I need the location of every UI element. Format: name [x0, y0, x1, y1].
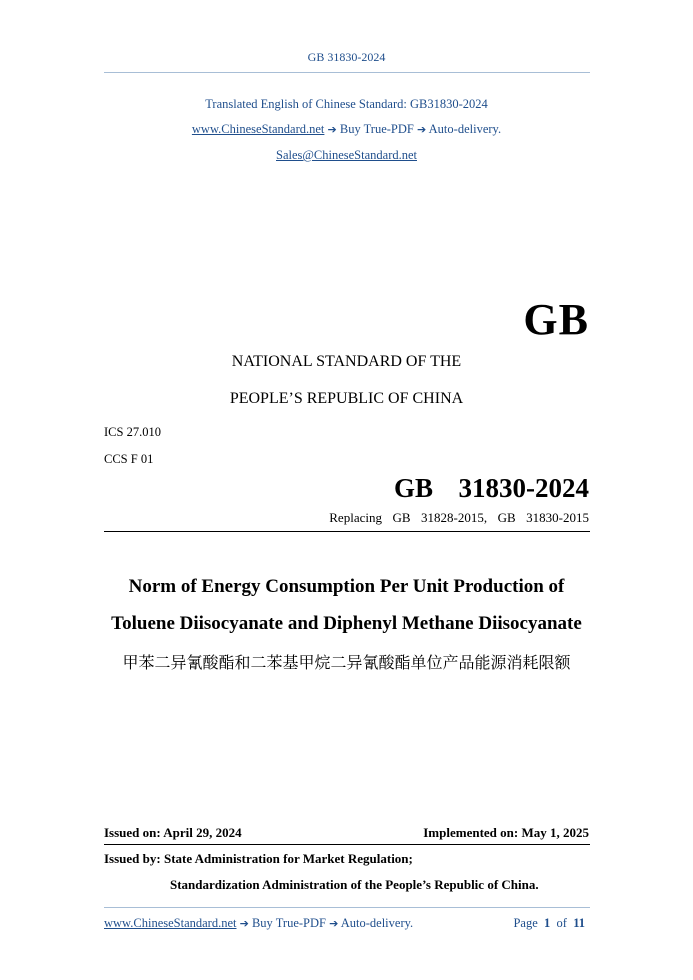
page-label: Page [513, 916, 538, 930]
promo-links [0, 122, 693, 137]
header-divider [104, 72, 590, 73]
translation-notice: Translated English of Chinese Standard: GB31830-2024 [205, 97, 488, 111]
ics-code: ICS 27.010 [104, 425, 161, 439]
footer-divider [104, 907, 590, 908]
national-standard-line2: PEOPLE’S REPUBLIC OF CHINA [229, 390, 464, 407]
title-divider [104, 531, 590, 532]
arrow-right-icon: ➔ [329, 917, 339, 930]
issued-by-line2: Standardization Administration of the People’s Republic of China. [170, 877, 539, 892]
page-current: 1 [544, 916, 551, 930]
standard-number: GB 31830-2024 [393, 473, 589, 503]
email-link[interactable]: Sales@ChineseStandard.net [276, 148, 417, 162]
footer-buy-text: Buy True-PDF [251, 916, 326, 930]
implemented-on-date: Implemented on: May 1, 2025 [423, 825, 589, 840]
page-indicator [513, 916, 585, 931]
footer-delivery-text: Auto-delivery. [340, 916, 414, 930]
footer-links [104, 916, 413, 931]
arrow-right-icon: ➔ [327, 123, 337, 136]
delivery-text: Auto-delivery. [428, 122, 502, 136]
arrow-right-icon: ➔ [417, 123, 427, 136]
issued-by-line1: Issued by: State Administration for Market Regulation; [104, 851, 413, 866]
buy-text: Buy True-PDF [339, 122, 414, 136]
title-line1: Norm of Energy Consumption Per Unit Production of [128, 576, 565, 597]
site-link[interactable]: www.ChineseStandard.net [191, 122, 325, 136]
running-header: GB 31830-2024 [307, 50, 386, 64]
gb-logo: GB [523, 295, 589, 344]
footer-site-link[interactable]: www.ChineseStandard.net [104, 916, 237, 930]
title-line2: Toluene Diisocyanate and Diphenyl Methane Diisocyanate [111, 613, 582, 634]
page-total: 11 [573, 916, 585, 930]
title-chinese: 甲苯二异氰酸酯和二苯基甲烷二异氰酸酯单位产品能源消耗限额 [122, 653, 571, 672]
arrow-right-icon: ➔ [239, 917, 249, 930]
issue-divider [104, 844, 590, 845]
ccs-code: CCS F 01 [104, 452, 154, 466]
promo-email [0, 148, 693, 163]
replacing-note: Replacing GB 31828-2015, GB 31830-2015 [329, 510, 589, 525]
page-of: of [556, 916, 567, 930]
issued-on-date: Issued on: April 29, 2024 [104, 825, 242, 840]
national-standard-line1: NATIONAL STANDARD OF THE [231, 353, 462, 370]
